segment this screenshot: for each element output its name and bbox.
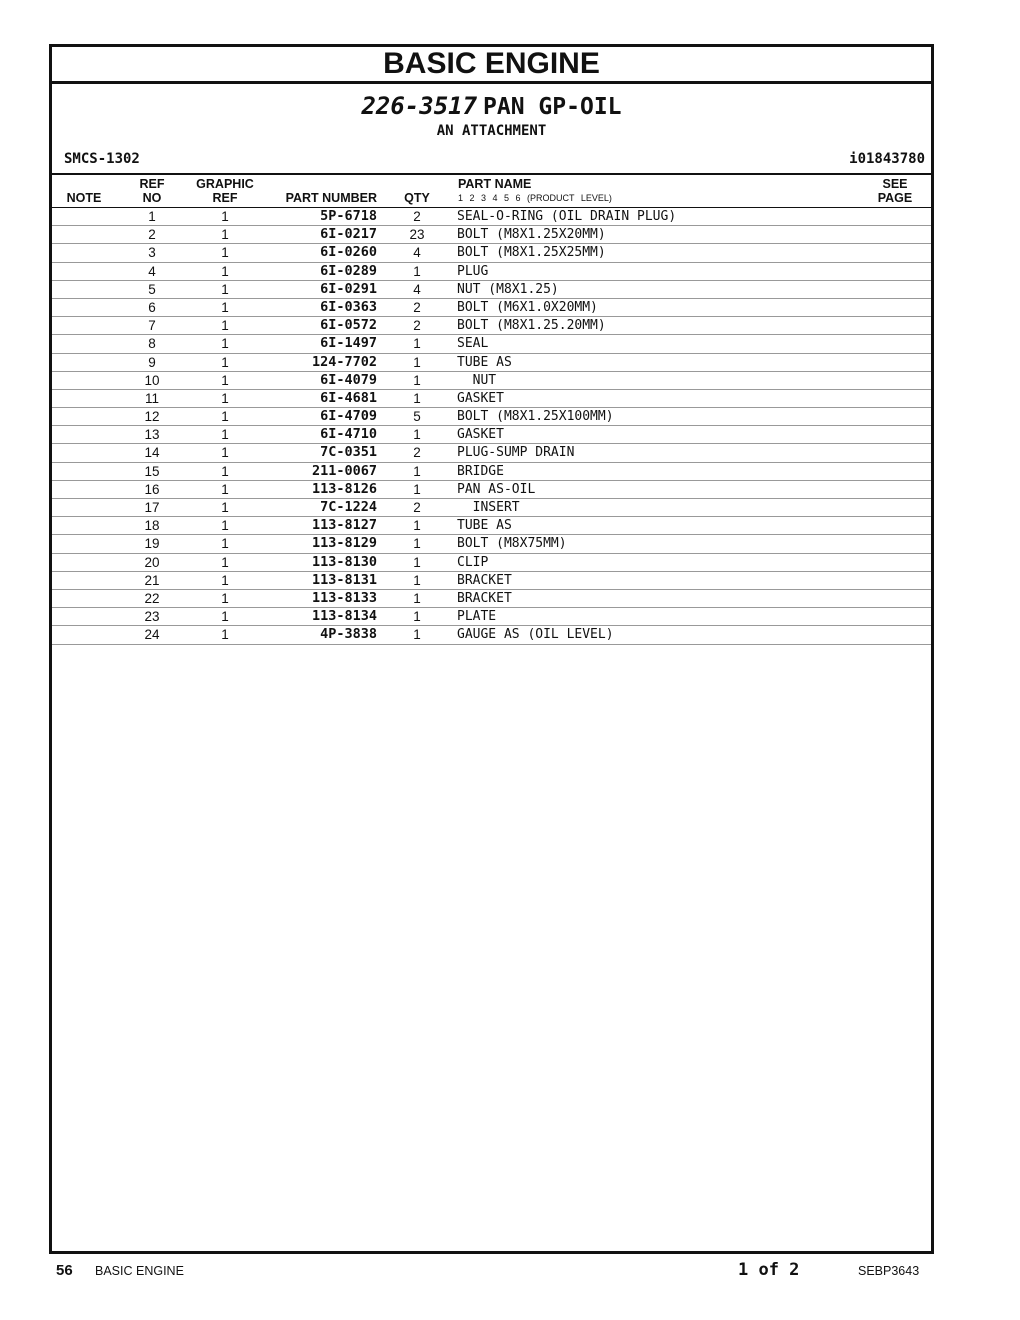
quantity: 1: [413, 372, 421, 388]
part-number: 6I-4709: [320, 408, 377, 425]
part-number: 113-8130: [311, 553, 377, 570]
ref-no: 9: [148, 354, 156, 370]
graphic-ref: 1: [221, 500, 229, 515]
table-header: [52, 175, 931, 208]
ref-no: 17: [144, 500, 160, 515]
part-name: BRIDGE: [457, 463, 504, 479]
part-name: PAN AS-OIL: [457, 481, 536, 497]
graphic-ref: 1: [221, 590, 229, 606]
col-part-number: PART NUMBER: [285, 191, 377, 205]
graphic-ref: 1: [221, 354, 229, 370]
part-name: BOLT (M8X75MM): [457, 536, 567, 552]
graphic-ref: 1: [221, 481, 229, 497]
smcs-code: SMCS-1302: [64, 151, 140, 167]
part-name: INSERT: [457, 500, 520, 515]
table-row: [52, 463, 931, 481]
col-graphic-ref-top: GRAPHIC: [196, 177, 254, 191]
part-name: GASKET: [457, 427, 504, 443]
ref-no: 21: [144, 572, 160, 588]
quantity: 1: [413, 536, 421, 552]
graphic-ref: 1: [221, 609, 229, 625]
group-name: PAN GP-OIL: [483, 94, 622, 120]
part-name: PLUG: [457, 263, 489, 279]
page-footer: [0, 1260, 1020, 1284]
quantity: 1: [413, 627, 421, 643]
quantity: 1: [413, 554, 421, 570]
part-number: 124-7702: [311, 353, 377, 370]
graphic-ref: 1: [221, 390, 229, 406]
quantity: 1: [413, 463, 421, 479]
ref-no: 19: [144, 536, 160, 552]
document-id: SEBP3643: [858, 1264, 920, 1278]
part-number: 113-8133: [311, 589, 377, 606]
table-row: [52, 263, 931, 281]
graphic-ref: 1: [221, 263, 229, 279]
part-name: BOLT (M8X1.25X20MM): [457, 227, 606, 243]
quantity: 1: [413, 572, 421, 588]
ref-no: 20: [144, 554, 160, 570]
meta-row: [52, 151, 931, 175]
quantity: 2: [413, 318, 421, 334]
table-row: [52, 517, 931, 535]
table-row: [52, 554, 931, 572]
part-number: 7C-0351: [320, 444, 377, 461]
part-number: 4P-3838: [320, 626, 377, 643]
page-number: 56: [56, 1262, 73, 1279]
col-see-page-bottom: PAGE: [877, 191, 913, 205]
part-number: 113-8131: [311, 571, 377, 588]
table-row: [52, 390, 931, 408]
table-row: [52, 299, 931, 317]
quantity: 1: [413, 590, 421, 606]
part-name: BOLT (M8X1.25.20MM): [457, 318, 606, 334]
ref-no: 24: [144, 627, 160, 643]
section-title: BASIC ENGINE: [383, 47, 600, 80]
part-number: 113-8134: [311, 608, 377, 625]
part-number: 6I-4079: [320, 371, 377, 388]
graphic-ref: 1: [221, 227, 229, 243]
ref-no: 15: [144, 463, 160, 479]
quantity: 1: [413, 518, 421, 534]
ref-no: 14: [144, 445, 160, 461]
part-name: GAUGE AS (OIL LEVEL): [457, 627, 614, 643]
part-name: PLATE: [457, 609, 497, 625]
graphic-ref: 1: [221, 445, 229, 461]
part-number: 6I-4681: [320, 389, 377, 406]
page-of: 1 of 2: [738, 1260, 800, 1280]
part-name: CLIP: [457, 554, 489, 570]
table-row: [52, 572, 931, 590]
part-number: 113-8129: [311, 535, 377, 552]
ref-no: 12: [144, 409, 160, 425]
part-name: PLUG-SUMP DRAIN: [457, 445, 575, 461]
table-row: [52, 426, 931, 444]
quantity: 5: [413, 409, 421, 425]
parts-list-frame: [49, 44, 934, 1254]
graphic-ref: 1: [221, 209, 229, 224]
quantity: 4: [413, 245, 421, 261]
group-number: 226-3517: [361, 92, 478, 120]
table-row: [52, 590, 931, 608]
graphic-ref: 1: [221, 318, 229, 334]
table-row: [52, 626, 931, 644]
quantity: 23: [409, 227, 425, 243]
part-number: 6I-0260: [320, 244, 377, 261]
graphic-ref: 1: [221, 245, 229, 261]
ref-no: 13: [144, 427, 160, 443]
col-part-name: PART NAME: [458, 177, 532, 191]
footer-section: BASIC ENGINE: [95, 1264, 184, 1278]
graphic-ref: 1: [221, 372, 229, 388]
part-number: 6I-0572: [320, 317, 377, 334]
part-number: 5P-6718: [320, 208, 377, 224]
ref-no: 6: [148, 299, 156, 315]
graphic-ref: 1: [221, 627, 229, 643]
quantity: 1: [413, 427, 421, 443]
table-row: [52, 481, 931, 499]
table-row: [52, 444, 931, 462]
illustration-id: i01843780: [849, 151, 925, 167]
table-row: [52, 354, 931, 372]
ref-no: 7: [148, 318, 156, 334]
part-name: NUT (M8X1.25): [457, 281, 559, 297]
quantity: 2: [413, 445, 421, 461]
part-name: BOLT (M6X1.0X20MM): [457, 299, 598, 315]
quantity: 2: [413, 500, 421, 515]
part-number: 6I-4710: [320, 426, 377, 443]
part-name: GASKET: [457, 390, 504, 406]
graphic-ref: 1: [221, 463, 229, 479]
part-name: BRACKET: [457, 572, 512, 588]
part-number: 113-8127: [311, 517, 377, 534]
quantity: 1: [413, 354, 421, 370]
part-name: SEAL-O-RING (OIL DRAIN PLUG): [457, 209, 677, 224]
quantity: 4: [413, 281, 421, 297]
part-name: SEAL: [457, 336, 489, 352]
ref-no: 1: [148, 209, 156, 224]
table-row: [52, 608, 931, 626]
ref-no: 10: [144, 372, 160, 388]
part-name: NUT: [457, 372, 497, 388]
table-row: [52, 208, 931, 226]
col-note: NOTE: [66, 191, 102, 205]
ref-no: 2: [148, 227, 156, 243]
ref-no: 5: [148, 281, 156, 297]
col-see-page-top: SEE: [882, 177, 908, 191]
table-row: [52, 499, 931, 517]
graphic-ref: 1: [221, 409, 229, 425]
table-row: [52, 281, 931, 299]
ref-no: 18: [144, 518, 160, 534]
ref-no: 8: [148, 336, 156, 352]
section-title-bar: [52, 47, 931, 84]
part-number: 211-0067: [311, 462, 377, 479]
table-row: [52, 317, 931, 335]
table-row: [52, 535, 931, 553]
quantity: 1: [413, 481, 421, 497]
graphic-ref: 1: [221, 572, 229, 588]
part-number: 6I-1497: [320, 335, 377, 352]
group-subtitle: AN ATTACHMENT: [436, 123, 547, 139]
graphic-ref: 1: [221, 554, 229, 570]
part-number: 6I-0217: [320, 226, 377, 243]
graphic-ref: 1: [221, 299, 229, 315]
ref-no: 3: [148, 245, 156, 261]
quantity: 2: [413, 299, 421, 315]
part-number: 6I-0289: [320, 262, 377, 279]
graphic-ref: 1: [221, 427, 229, 443]
part-number: 6I-0363: [320, 298, 377, 315]
col-ref-no-top: REF: [139, 177, 165, 191]
table-row: [52, 335, 931, 353]
ref-no: 23: [144, 609, 160, 625]
part-name: TUBE AS: [457, 518, 512, 534]
col-graphic-ref-bottom: REF: [212, 191, 238, 205]
part-number: 113-8126: [311, 480, 377, 497]
graphic-ref: 1: [221, 518, 229, 534]
part-number: 7C-1224: [320, 499, 377, 515]
part-name: BOLT (M8X1.25X100MM): [457, 409, 614, 425]
parts-table-body: [52, 208, 931, 645]
quantity: 2: [413, 209, 421, 224]
ref-no: 16: [144, 481, 160, 497]
ref-no: 4: [148, 263, 156, 279]
table-row: [52, 408, 931, 426]
col-product-levels: 1 2 3 4 5 6 (PRODUCT LEVEL): [458, 193, 612, 203]
graphic-ref: 1: [221, 536, 229, 552]
ref-no: 22: [144, 590, 160, 606]
col-qty: QTY: [404, 191, 430, 205]
col-ref-no-bottom: NO: [142, 191, 162, 205]
ref-no: 11: [144, 390, 159, 406]
part-name: TUBE AS: [457, 354, 512, 370]
part-name: BRACKET: [457, 590, 512, 606]
table-row: [52, 244, 931, 262]
table-row: [52, 372, 931, 390]
part-name: BOLT (M8X1.25X25MM): [457, 245, 606, 261]
quantity: 1: [413, 609, 421, 625]
group-title: [52, 93, 931, 123]
table-row: [52, 226, 931, 244]
quantity: 1: [413, 390, 421, 406]
quantity: 1: [413, 336, 421, 352]
graphic-ref: 1: [221, 336, 229, 352]
quantity: 1: [413, 263, 421, 279]
part-number: 6I-0291: [320, 280, 377, 297]
graphic-ref: 1: [221, 281, 229, 297]
